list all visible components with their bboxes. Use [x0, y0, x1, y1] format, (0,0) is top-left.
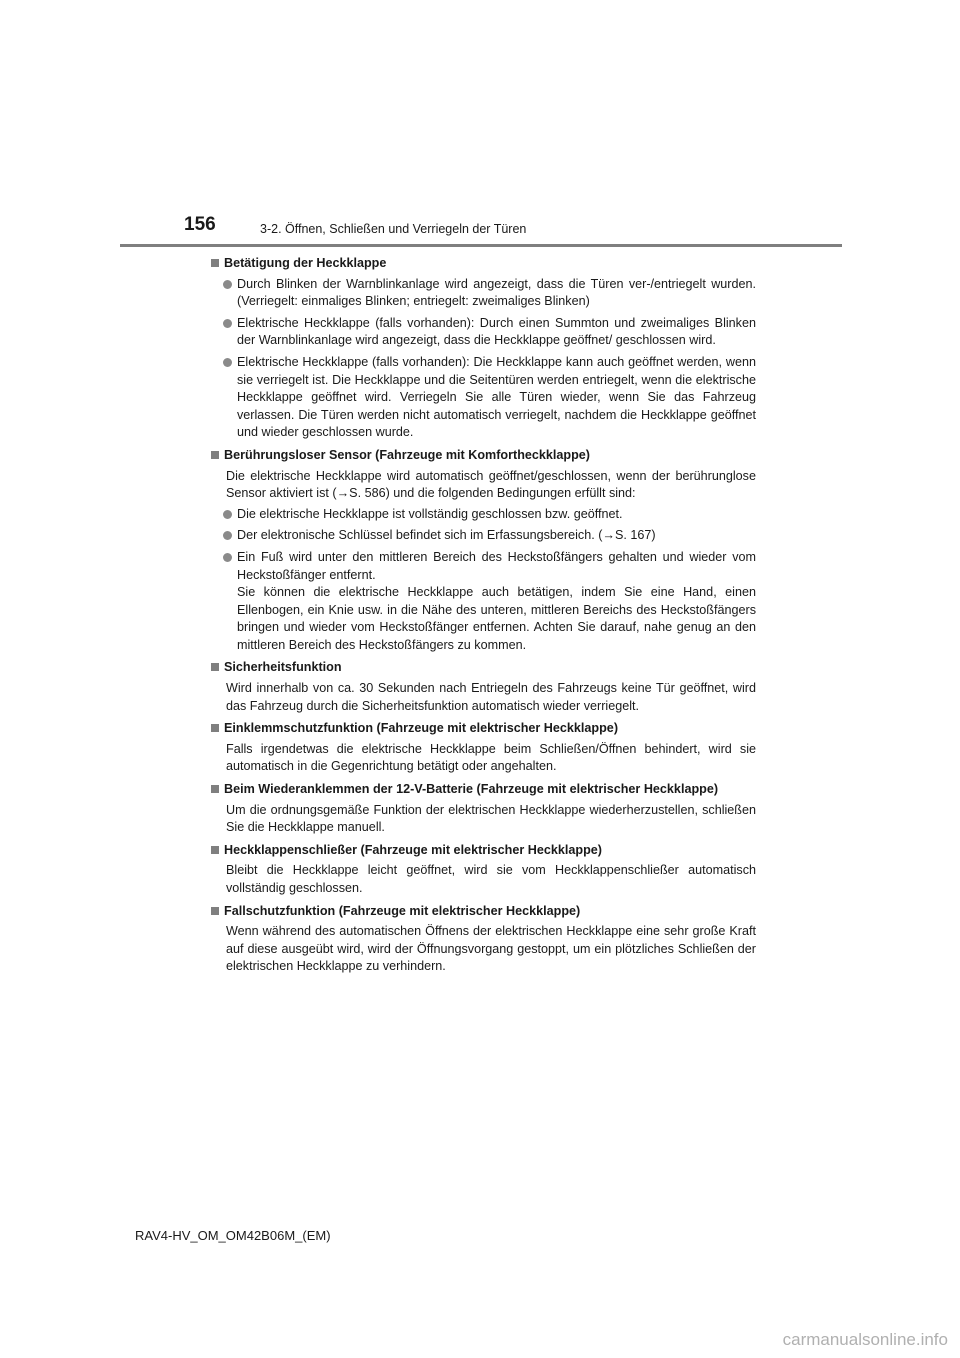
bullet-text: Elektrische Heckklappe (falls vorhanden): Durch einen Summton und zweimaliges Blinken der Warnblinkanlage wird angezeigt, dass die Heckklappe geöffnet/ geschlossen wird.: [237, 315, 756, 348]
square-bullet-icon: [211, 259, 219, 267]
circle-bullet-icon: [223, 510, 232, 519]
square-bullet-icon: [211, 724, 219, 732]
bullet-item: [223, 276, 756, 311]
page-number: 156: [184, 214, 216, 235]
bullet-item: [223, 354, 756, 442]
section-heading: [211, 720, 756, 738]
bullet-item: [223, 315, 756, 350]
section-heading: [211, 903, 756, 921]
section-paragraph: Die elektrische Heckklappe wird automatisch geöffnet/geschlossen, wenn der berührunglose Sensor aktiviert ist (→S. 586) und die folgenden Bedingungen erfüllt sind:: [226, 468, 756, 501]
manual-section: [211, 255, 756, 442]
header-rule: [120, 244, 842, 247]
bullet-text: Elektrische Heckklappe (falls vorhanden): Die Heckklappe kann auch geöffnet werden, wenn sie verriegelt ist. Die Heckklappe und die Seitentüren werden entriegelt, wenn die elektrische Heckklappe geöffnet wird. Verriegeln Sie alle Türen wieder, wenn Sie das Fahrzeug verlassen. Die Türen werden nicht automatisch verriegelt, nachdem die Heckklappe geöffnet und wieder geschlossen wurde.: [237, 354, 756, 440]
section-paragraph: Um die ordnungsgemäße Funktion der elektrischen Heckklappe wiederherzustellen, schließen Sie die Heckklappe manuell.: [226, 802, 756, 835]
section-paragraph: Wenn während des automatischen Öffnens der elektrischen Heckklappe eine sehr große Kraft auf diese ausgeübt wird, wird der Öffnungsvorgang gestoppt, um ein plötzliches Schließen der elektrischen Heckklappe zu verhindern.: [226, 924, 756, 974]
manual-section: [211, 842, 756, 898]
section-heading: [211, 659, 756, 677]
section-heading-text: Berührungsloser Sensor (Fahrzeuge mit Komfortheckklappe): [224, 447, 590, 462]
page-header: [0, 0, 960, 250]
manual-section: [211, 447, 756, 655]
section-paragraph: Wird innerhalb von ca. 30 Sekunden nach Entriegeln des Fahrzeugs keine Tür geöffnet, wird das Fahrzeug durch die Sicherheitsfunktion automatisch wieder verriegelt.: [226, 681, 756, 713]
circle-bullet-icon: [223, 531, 232, 540]
section-heading-text: Beim Wiederanklemmen der 12-V-Batterie (Fahrzeuge mit elektrischer Heckklappe): [224, 782, 719, 797]
section-heading-text: Fallschutzfunktion (Fahrzeuge mit elektrischer Heckklappe): [224, 903, 581, 918]
circle-bullet-icon: [223, 358, 232, 367]
bullet-text: Die elektrische Heckklappe ist vollständig geschlossen bzw. geöffnet.: [237, 506, 623, 521]
section-heading-text: Heckklappenschließer (Fahrzeuge mit elektrischer Heckklappe): [224, 842, 602, 857]
section-heading: [211, 781, 756, 799]
manual-section: [211, 781, 756, 837]
section-heading: [211, 842, 756, 860]
square-bullet-icon: [211, 785, 219, 793]
bullet-item: [223, 506, 756, 524]
manual-section: [211, 903, 756, 976]
bullet-text: Ein Fuß wird unter den mittleren Bereich des Heckstoßfängers gehalten und wieder vom Heckstoßfänger entfernt.: [237, 549, 756, 582]
circle-bullet-icon: [223, 319, 232, 328]
section-paragraph: Falls irgendetwas die elektrische Heckklappe beim Schließen/Öffnen behindert, wird sie automatisch in die Gegenrichtung betätigt oder angehalten.: [226, 741, 756, 774]
footer-code: RAV4-HV_OM_OM42B06M_(EM): [135, 1228, 331, 1243]
manual-section: [211, 659, 756, 715]
section-paragraph: Bleibt die Heckklappe leicht geöffnet, wird sie vom Heckklappenschließer automatisch vollständig geschlossen.: [226, 863, 756, 895]
manual-content: [211, 255, 756, 981]
square-bullet-icon: [211, 451, 219, 459]
section-heading: [211, 447, 756, 465]
section-heading-text: Betätigung der Heckklappe: [224, 256, 387, 270]
bullet-item: [223, 549, 756, 655]
section-heading-text: Einklemmschutzfunktion (Fahrzeuge mit elektrischer Heckklappe): [224, 721, 619, 736]
bullet-text: Der elektronische Schlüssel befindet sich im Erfassungsbereich. (→S. 167): [237, 528, 656, 543]
bullet-item: [223, 527, 756, 545]
circle-bullet-icon: [223, 553, 232, 562]
circle-bullet-icon: [223, 280, 232, 289]
manual-section: [211, 720, 756, 776]
watermark: carmanualsonline.info: [782, 1330, 948, 1349]
square-bullet-icon: [211, 907, 219, 915]
section-heading: [211, 255, 756, 273]
bullet-text: Durch Blinken der Warnblinkanlage wird angezeigt, dass die Türen ver-/entriegelt wurden. (Verriegelt: einmaliges Blinken; entriegelt: zweimaliges Blinken): [237, 276, 756, 309]
square-bullet-icon: [211, 846, 219, 854]
bullet-text: Sie können die elektrische Heckklappe auch betätigen, indem Sie eine Hand, einen Ellenbogen, ein Knie usw. in die Nähe des unteren, mittleren Bereichs des Heckstoßfängers bringen und wieder vom Heckstoßfänger entfernen. Achten Sie darauf, nahe genug an den mittleren Bereich des Heckstoßfängers zu kommen.: [237, 585, 756, 652]
section-title: 3-2. Öffnen, Schließen und Verriegeln der Türen: [260, 222, 527, 236]
section-heading-text: Sicherheitsfunktion: [224, 660, 342, 675]
square-bullet-icon: [211, 663, 219, 671]
